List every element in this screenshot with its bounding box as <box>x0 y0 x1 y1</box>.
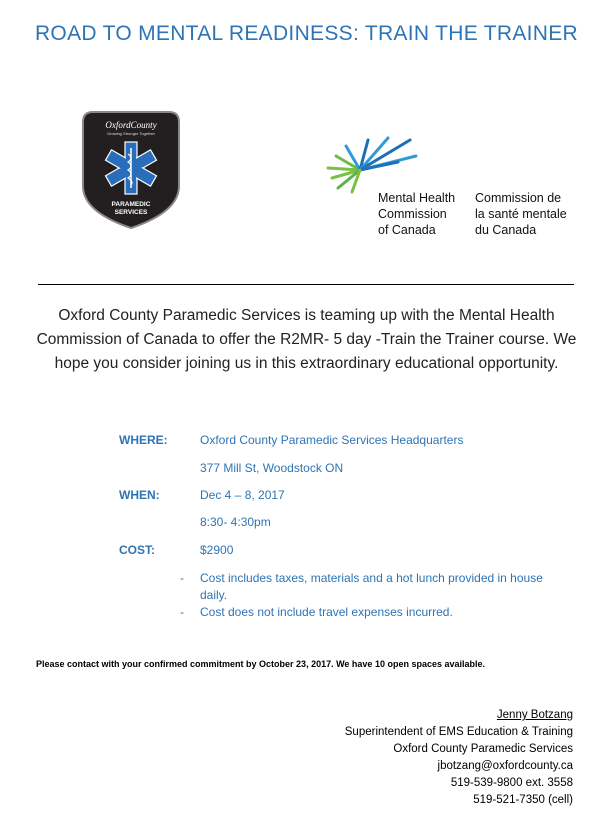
list-item-text: Cost includes taxes, materials and a hot lunch provided in house daily. <box>200 571 543 602</box>
mhcc-name-english <box>378 190 455 238</box>
signature-block <box>345 707 573 809</box>
badge-tagline-text: Growing Stronger Together <box>107 131 155 136</box>
intro-paragraph: Oxford County Paramedic Services is teaming up with the Mental Health Commission of Canada to offer the R2MR- 5 day -Train the Trainer course. We hope you consider joining us in this extraordinary educational opportunity. <box>36 307 577 372</box>
page-title: ROAD TO MENTAL READINESS: TRAIN THE TRAINER <box>34 22 579 45</box>
divider-line <box>38 284 574 285</box>
cost-label: COST: <box>119 543 155 557</box>
paramedic-services-badge <box>79 108 183 232</box>
when-line2: 8:30- 4:30pm <box>200 515 271 529</box>
list-item <box>180 604 550 621</box>
when-label: WHEN: <box>119 488 160 502</box>
where-label: WHERE: <box>119 433 168 447</box>
badge-label-line1: PARAMEDIC <box>111 201 151 208</box>
dash-bullet-icon: - <box>180 571 184 585</box>
contact-note: Please contact with your confirmed commitment by October 23, 2017. We have 10 open spaces available. <box>36 659 486 669</box>
list-item-text: Cost does not include travel expenses incurred. <box>200 605 453 619</box>
signature-title: Superintendent of EMS Education & Training <box>344 726 573 738</box>
badge-org-text: OxfordCounty <box>105 120 157 130</box>
mhcc-name-french <box>475 190 567 238</box>
dash-bullet-icon: - <box>180 605 184 619</box>
when-line1: Dec 4 – 8, 2017 <box>200 488 285 502</box>
badge-label-line2: SERVICES <box>114 209 148 216</box>
signature-org: Oxford County Paramedic Services <box>393 743 573 755</box>
signature-name: Jenny Botzang <box>496 709 573 721</box>
list-item <box>180 570 550 604</box>
mhcc-fr-line: du Canada <box>475 223 537 237</box>
signature-phone: 519-539-9800 ext. 3558 <box>450 777 573 789</box>
where-line1: Oxford County Paramedic Services Headquarters <box>200 433 464 447</box>
mhcc-en-line: Mental Health <box>378 191 456 205</box>
mhcc-en-line: of Canada <box>378 223 436 237</box>
cost-value: $2900 <box>200 543 234 557</box>
where-line2: 377 Mill St, Woodstock ON <box>200 461 344 475</box>
signature-cell: 519-521-7350 (cell) <box>473 794 573 806</box>
mhcc-fr-line: la santé mentale <box>475 207 567 221</box>
mhcc-fr-line: Commission de <box>475 191 562 205</box>
mhcc-logo-icon <box>322 134 422 196</box>
signature-email[interactable]: jbotzang@oxfordcounty.ca <box>437 760 573 772</box>
mhcc-en-line: Commission <box>378 207 447 221</box>
